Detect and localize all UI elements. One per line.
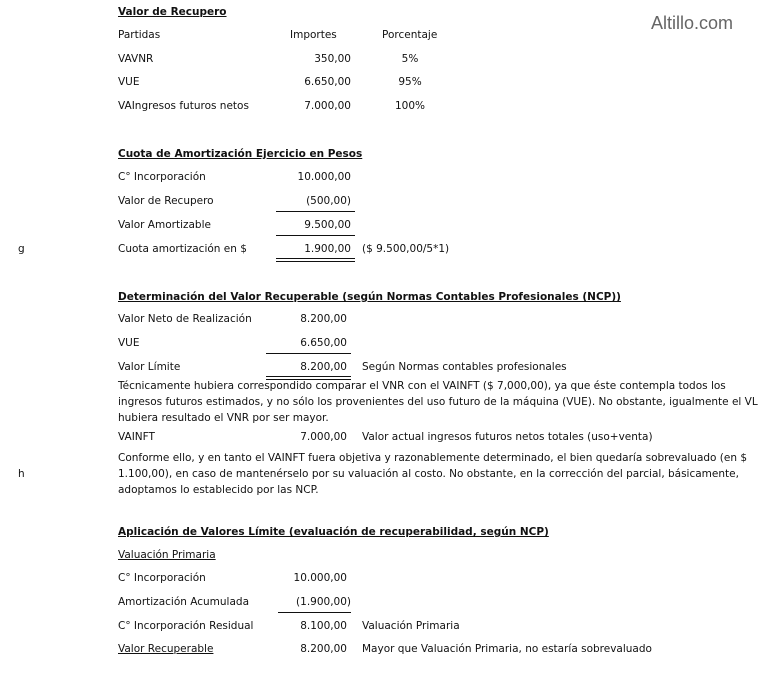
- subtotal-line: [278, 612, 351, 613]
- subtotal-line: [276, 211, 355, 212]
- row-note: Valuación Primaria: [362, 620, 460, 632]
- row-amount: 10.000,00: [293, 572, 347, 584]
- row-label: VAVNR: [118, 53, 154, 65]
- row-label: Valor Recuperable: [118, 643, 214, 655]
- row-amount: 10.000,00: [297, 171, 351, 183]
- explanation-paragraph: Técnicamente hubiera correspondido comparar el VNR con el VAINFT ($ 7,000,00), ya que éste contempla todos los ingresos futuros estimados, y no sólo los provenientes del uso futuro de la máquina (VUE). No obstante, igualmente el VL hubiera resultado el VNR por ser mayor.: [118, 380, 758, 424]
- row-amount: 6.650,00: [304, 76, 351, 88]
- row-label: Cuota amortización en $: [118, 243, 247, 255]
- margin-label-g: g: [18, 243, 25, 255]
- row-note: ($ 9.500,00/5*1): [362, 243, 450, 255]
- total-double-line: [276, 258, 355, 262]
- subsection-title: Valuación Primaria: [118, 549, 216, 561]
- site-logo: Altillo.com: [651, 13, 734, 33]
- row-note: Valor actual ingresos futuros netos totales (uso+venta): [362, 431, 653, 443]
- column-header: Porcentaje: [382, 29, 438, 41]
- row-pct: 5%: [401, 53, 419, 65]
- row-label: Amortización Acumulada: [118, 596, 249, 608]
- row-amount: 7.000,00: [304, 100, 351, 112]
- subtotal-line: [276, 235, 355, 236]
- row-label: C° Incorporación Residual: [118, 620, 254, 632]
- row-amount: 8.200,00: [300, 361, 347, 373]
- row-amount: (1.900,00): [296, 596, 351, 608]
- row-label: Valor Neto de Realización: [118, 313, 252, 325]
- row-note: Según Normas contables profesionales: [362, 361, 567, 373]
- row-label: VAINFT: [118, 431, 155, 443]
- margin-label-h: h: [18, 468, 25, 480]
- row-label: Valor de Recupero: [118, 195, 214, 207]
- row-amount: 8.200,00: [300, 313, 347, 325]
- row-amount: 9.500,00: [304, 219, 351, 231]
- row-amount: 8.100,00: [300, 620, 347, 632]
- row-amount: 350,00: [314, 53, 351, 65]
- row-amount: (500,00): [306, 195, 351, 207]
- row-label: VUE: [118, 337, 140, 349]
- row-amount: 8.200,00: [300, 643, 347, 655]
- row-pct: 100%: [394, 100, 426, 112]
- row-label: C° Incorporación: [118, 171, 206, 183]
- section-title: Cuota de Amortización Ejercicio en Pesos: [118, 148, 363, 160]
- section-title: Aplicación de Valores Límite (evaluación de recuperabilidad, según NCP): [118, 526, 549, 538]
- row-label: C° Incorporación: [118, 572, 206, 584]
- row-amount: 6.650,00: [300, 337, 347, 349]
- section-title: Determinación del Valor Recuperable (según Normas Contables Profesionales (NCP)): [118, 291, 621, 303]
- row-label: VUE: [118, 76, 140, 88]
- section-title: Valor de Recupero: [118, 6, 227, 18]
- row-pct: 95%: [398, 76, 422, 88]
- row-amount: 1.900,00: [304, 243, 351, 255]
- column-header: Importes: [290, 29, 337, 41]
- row-note: Mayor que Valuación Primaria, no estaría sobrevaluado: [362, 643, 652, 655]
- row-label: Valor Límite: [118, 361, 181, 373]
- column-header: Partidas: [118, 29, 161, 41]
- row-label: Valor Amortizable: [118, 219, 211, 231]
- subtotal-line: [266, 353, 351, 354]
- row-label: VAIngresos futuros netos: [118, 100, 249, 112]
- row-amount: 7.000,00: [300, 431, 347, 443]
- conclusion-paragraph: Conforme ello, y en tanto el VAINFT fuera objetiva y razonablemente determinado, el bien quedaría sobrevaluado (en $ 1.100,00), en caso de mantenérselo por su valuación al costo. No obstante, en la corrección del parcial, básicamente, adoptamos lo establecido por las NCP.: [118, 452, 748, 496]
